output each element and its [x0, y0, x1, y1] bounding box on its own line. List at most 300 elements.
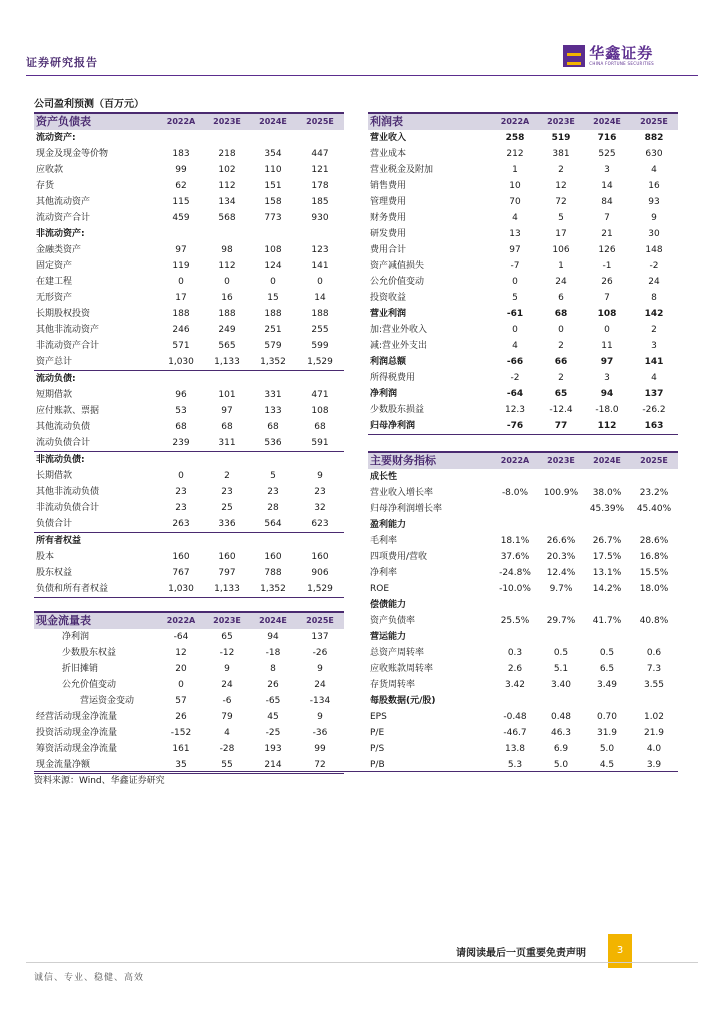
cell-value: 141 — [311, 261, 329, 271]
cell-value: 1,352 — [250, 581, 296, 598]
cell-value: 68 — [221, 422, 233, 432]
cell-value: 112 — [218, 181, 236, 191]
cell-value: 6 — [558, 293, 564, 303]
cell-value: 148 — [645, 245, 663, 255]
cell-value: 5.3 — [507, 760, 523, 770]
cell-value: 21.9 — [643, 728, 665, 738]
cell-value: 65 — [221, 632, 233, 642]
cell-value: -64 — [506, 389, 524, 399]
cell-value: 716 — [597, 133, 617, 143]
cell-value: 160 — [218, 552, 236, 562]
row-label: 利润总额 — [370, 357, 407, 367]
table-row — [34, 419, 344, 435]
table-row — [368, 725, 678, 741]
table-row — [34, 661, 344, 677]
table-row — [34, 210, 344, 226]
cell-value: 160 — [264, 552, 282, 562]
cell-value: 519 — [551, 133, 571, 143]
row-label: 股东权益 — [36, 568, 73, 578]
cell-value: 25.5% — [500, 616, 530, 626]
cell-value: 0.6 — [646, 648, 662, 658]
row-label: 其他非流动资产 — [36, 325, 100, 335]
cell-value: 6.9 — [553, 744, 569, 754]
cell-value: 31.9 — [596, 728, 618, 738]
cell-value: 12 — [175, 648, 187, 658]
cell-value: 26 — [175, 712, 187, 722]
cell-value: 571 — [172, 341, 190, 351]
row-label: ROE — [370, 584, 390, 594]
row-label: 经营活动现金净流量 — [36, 712, 118, 722]
cell-value: 882 — [644, 133, 664, 143]
cell-value: 599 — [311, 341, 329, 351]
cell-value: 4 — [651, 373, 657, 383]
table-row — [34, 322, 344, 338]
cell-value: 79 — [221, 712, 233, 722]
cell-value: -26 — [312, 648, 328, 658]
cell-value: 106 — [552, 245, 570, 255]
cell-value: 630 — [645, 149, 663, 159]
row-label: 净利润 — [370, 389, 398, 399]
cell-value — [296, 452, 344, 469]
cell-value: 536 — [250, 435, 296, 452]
cell-value: 30 — [648, 229, 660, 239]
cell-value — [492, 501, 538, 517]
cell-value: 178 — [311, 181, 329, 191]
cell-value: 123 — [311, 245, 329, 255]
cell-value: 37.6% — [500, 552, 530, 562]
cell-value: 0 — [604, 325, 610, 335]
table-row — [368, 565, 678, 581]
cell-value — [296, 371, 344, 388]
cell-value: -25 — [265, 728, 281, 738]
cell-value: 119 — [172, 261, 190, 271]
table-row — [368, 549, 678, 565]
cell-value — [204, 533, 250, 550]
row-label: 其他非流动负债 — [36, 487, 100, 497]
cell-value: -28 — [219, 744, 235, 754]
cell-value: 3.55 — [643, 680, 665, 690]
cell-value: 24 — [648, 277, 660, 287]
cell-value: 2 — [558, 341, 564, 351]
cell-value — [296, 533, 344, 550]
row-label: 流动负债: — [36, 374, 76, 384]
table-row — [368, 709, 678, 725]
cell-value: 5.0 — [553, 760, 569, 770]
cell-value: 158 — [264, 197, 282, 207]
row-label: 长期借款 — [36, 471, 73, 481]
row-label: 总资产周转率 — [370, 648, 425, 658]
row-label: 营业利润 — [370, 309, 407, 319]
row-label: 所得税费用 — [370, 373, 416, 383]
cell-value — [204, 371, 250, 388]
table-row — [34, 516, 344, 533]
table-title: 现金流量表 — [34, 612, 158, 629]
cell-value: 13.8 — [504, 744, 526, 754]
row-label: 短期借款 — [36, 390, 73, 400]
table-row — [34, 677, 344, 693]
year-header: 2024E — [250, 113, 296, 130]
cell-value: 3.40 — [550, 680, 572, 690]
cell-value: 255 — [311, 325, 329, 335]
cell-value: 97 — [175, 245, 187, 255]
cell-value: 25 — [221, 503, 233, 513]
cell-value: 212 — [506, 149, 524, 159]
cell-value: 15 — [267, 293, 279, 303]
row-label: 折旧摊销 — [62, 664, 99, 674]
cell-value: 112 — [584, 418, 630, 435]
table-row — [34, 306, 344, 322]
cell-value: 797 — [218, 568, 236, 578]
cell-value: 568 — [218, 213, 236, 223]
cell-value: 18.1% — [500, 536, 530, 546]
table-row — [34, 500, 344, 516]
cell-value — [492, 629, 538, 645]
cell-value — [584, 469, 630, 485]
row-label: 其他流动资产 — [36, 197, 91, 207]
cell-value: -8.0% — [501, 488, 529, 498]
row-label: 公允价值变动 — [370, 277, 425, 287]
cell-value: 331 — [264, 390, 282, 400]
cell-value — [630, 469, 678, 485]
table-row — [34, 709, 344, 725]
row-label: 应收账款周转率 — [370, 664, 434, 674]
cell-value: 68 — [314, 422, 326, 432]
cell-value: -134 — [309, 696, 331, 706]
cell-value: 1,529 — [296, 354, 344, 371]
row-label: P/E — [370, 728, 385, 738]
cell-value: 0 — [178, 680, 184, 690]
table-row — [368, 162, 678, 178]
cell-value: 16 — [648, 181, 660, 191]
cell-value: -66 — [506, 357, 524, 367]
table-row — [34, 533, 344, 550]
cell-value: 7.3 — [646, 664, 662, 674]
row-label: 现金流量净额 — [34, 757, 158, 774]
balance-sheet-table — [34, 112, 344, 598]
cell-value: 188 — [264, 309, 282, 319]
row-label: 其他流动负债 — [36, 422, 91, 432]
row-label: 非流动负债: — [36, 455, 85, 465]
cell-value: 9 — [317, 664, 323, 674]
year-header: 2025E — [630, 113, 678, 130]
table-row — [368, 210, 678, 226]
row-label: 非流动资产: — [36, 229, 85, 239]
cell-value: 9 — [317, 471, 323, 481]
row-label: 非流动资产合计 — [36, 341, 100, 351]
table-row — [34, 178, 344, 194]
cell-value: 8 — [270, 664, 276, 674]
cell-value: -36 — [312, 728, 328, 738]
cell-value: 23.2% — [639, 488, 669, 498]
table-row — [368, 130, 678, 146]
cell-value: 28 — [267, 503, 279, 513]
cell-value: -7 — [510, 261, 520, 271]
cell-value: 101 — [218, 390, 236, 400]
cell-value — [538, 597, 584, 613]
cell-value: -24.8% — [499, 568, 531, 578]
table-row — [368, 597, 678, 613]
cell-value — [630, 517, 678, 533]
cell-value: 38.0% — [592, 488, 622, 498]
section-title: 公司盈利预测（百万元） — [34, 99, 144, 110]
row-label: 归母净利润 — [368, 418, 492, 435]
cell-value: 68 — [175, 422, 187, 432]
cell-value: 115 — [172, 197, 190, 207]
cell-value: 2 — [558, 165, 564, 175]
cell-value: 97 — [509, 245, 521, 255]
cell-value: -65 — [265, 696, 281, 706]
cell-value: 93 — [648, 197, 660, 207]
table-row — [368, 613, 678, 629]
cell-value: 471 — [311, 390, 329, 400]
cell-value: 591 — [296, 435, 344, 452]
cell-value: 930 — [311, 213, 329, 223]
year-header: 2023E — [204, 113, 250, 130]
cell-value: -1 — [602, 261, 612, 271]
table-row — [34, 130, 344, 146]
row-label: 投资活动现金净流量 — [36, 728, 118, 738]
row-label: 营运资金变动 — [80, 696, 135, 706]
cell-value: -152 — [170, 728, 192, 738]
cell-value: 188 — [218, 309, 236, 319]
table-row — [368, 178, 678, 194]
cell-value: 20.3% — [546, 552, 576, 562]
cell-value: 1,352 — [250, 354, 296, 371]
cell-value: 9 — [317, 712, 323, 722]
cell-value: -0.48 — [503, 712, 527, 722]
cell-value: 0 — [558, 325, 564, 335]
cell-value: 45.40% — [636, 504, 672, 514]
cell-value: 13.1% — [592, 568, 622, 578]
year-header: 2024E — [584, 452, 630, 469]
cell-value: -18 — [265, 648, 281, 658]
cell-value: 0.48 — [550, 712, 572, 722]
table-row — [34, 290, 344, 306]
cell-value — [204, 130, 250, 146]
cell-value — [492, 517, 538, 533]
cell-value: 66 — [554, 357, 568, 367]
cell-value: 564 — [250, 516, 296, 533]
row-label: 资产总计 — [34, 354, 158, 371]
key-indicators-table — [368, 451, 678, 773]
cell-value: 381 — [552, 149, 570, 159]
cell-value: 193 — [264, 744, 282, 754]
row-label: 投资收益 — [370, 293, 407, 303]
table-row — [368, 322, 678, 338]
cell-value: 55 — [204, 757, 250, 774]
cell-value: 336 — [204, 516, 250, 533]
cell-value: 142 — [644, 309, 664, 319]
cell-value — [204, 452, 250, 469]
row-label: 流动负债合计 — [34, 435, 158, 452]
cash-flow-table — [34, 611, 344, 774]
row-label: 流动资产合计 — [36, 213, 91, 223]
row-label: P/B — [370, 760, 385, 770]
cell-value: 16 — [221, 293, 233, 303]
cell-value: 0.5 — [553, 648, 569, 658]
table-title: 资产负债表 — [34, 113, 158, 130]
cell-value: 1 — [512, 165, 518, 175]
cell-value: 249 — [218, 325, 236, 335]
cell-value: 18.0% — [639, 584, 669, 594]
table-row — [368, 274, 678, 290]
cell-value: 0 — [512, 277, 518, 287]
table-row — [368, 194, 678, 210]
cell-value: -64 — [173, 632, 189, 642]
cell-value — [250, 371, 296, 388]
cell-value: 4 — [651, 165, 657, 175]
cell-value: 4.0 — [646, 744, 662, 754]
cell-value: 94 — [267, 632, 279, 642]
cell-value: 0 — [178, 471, 184, 481]
cell-value: 23 — [267, 487, 279, 497]
year-header: 2025E — [296, 113, 344, 130]
row-label: 负债合计 — [34, 516, 158, 533]
cell-value: 9 — [651, 213, 657, 223]
cell-value: 525 — [598, 149, 616, 159]
table-row — [368, 501, 678, 517]
cell-value: 40.8% — [639, 616, 669, 626]
table-row — [34, 354, 344, 371]
cell-value: 97 — [221, 406, 233, 416]
cell-value: 14 — [314, 293, 326, 303]
cell-value: 1,133 — [204, 354, 250, 371]
cell-value: 24 — [555, 277, 567, 287]
cell-value: 151 — [264, 181, 282, 191]
cell-value — [296, 130, 344, 146]
table-row — [368, 629, 678, 645]
year-header: 2023E — [538, 452, 584, 469]
footer-tagline: 诚信、专业、稳健、高效 — [34, 973, 145, 983]
table-row — [34, 387, 344, 403]
report-type-label: 证券研究报告 — [26, 56, 98, 69]
row-label: 非流动负债合计 — [36, 503, 100, 513]
row-label: 偿债能力 — [370, 600, 407, 610]
cell-value: 84 — [601, 197, 613, 207]
cell-value — [538, 517, 584, 533]
cell-value — [630, 597, 678, 613]
table-row — [34, 194, 344, 210]
cell-value: 3 — [604, 165, 610, 175]
table-row — [34, 258, 344, 274]
row-label: P/S — [370, 744, 385, 754]
cell-value — [250, 533, 296, 550]
cell-value — [492, 469, 538, 485]
cell-value — [538, 693, 584, 709]
page-number: 3 — [608, 934, 632, 968]
table-row — [368, 741, 678, 757]
cell-value: 45.39% — [589, 504, 625, 514]
cell-value: 100.9% — [543, 488, 579, 498]
row-label: 加:营业外收入 — [370, 325, 428, 335]
cell-value — [250, 130, 296, 146]
cell-value — [630, 693, 678, 709]
row-label: 盈利能力 — [370, 520, 407, 530]
table-row — [368, 226, 678, 242]
cell-value: 0 — [512, 325, 518, 335]
cell-value: 23 — [175, 503, 187, 513]
cell-value: 72 — [555, 197, 567, 207]
table-row — [368, 418, 678, 435]
cell-value: 13 — [509, 229, 521, 239]
table-row — [34, 403, 344, 419]
cell-value: 3.49 — [596, 680, 618, 690]
table-row — [368, 581, 678, 597]
cell-value: 161 — [172, 744, 190, 754]
year-header: 2022A — [492, 113, 538, 130]
row-label: 资产负债率 — [370, 616, 416, 626]
cell-value: -10.0% — [499, 584, 531, 594]
table-header-row — [368, 113, 678, 130]
cell-value: 26 — [601, 277, 613, 287]
row-label: 股本 — [36, 552, 55, 562]
table-row — [368, 242, 678, 258]
table-row — [34, 226, 344, 242]
cell-value: 102 — [218, 165, 236, 175]
data-source-note: 资料来源：Wind、华鑫证券研究 — [34, 776, 165, 786]
cell-value: 98 — [221, 245, 233, 255]
cell-value: 3 — [651, 341, 657, 351]
cell-value: 121 — [311, 165, 329, 175]
cell-value: 311 — [204, 435, 250, 452]
cell-value: 1 — [558, 261, 564, 271]
cell-value: 2.6 — [507, 664, 523, 674]
cell-value: 3.42 — [504, 680, 526, 690]
cell-value: 6.5 — [599, 664, 615, 674]
cell-value: 24 — [314, 680, 326, 690]
table-row — [368, 290, 678, 306]
table-row — [368, 661, 678, 677]
row-label: 应收款 — [36, 165, 64, 175]
source-divider — [34, 771, 678, 772]
cell-value: 1,030 — [158, 354, 204, 371]
cell-value: 137 — [311, 632, 329, 642]
row-label: 筹资活动现金净流量 — [36, 744, 118, 754]
table-row — [34, 146, 344, 162]
table-row — [34, 741, 344, 757]
cell-value: 15.5% — [639, 568, 669, 578]
table-header-row — [34, 113, 344, 130]
row-label: 应付账款、票据 — [36, 406, 100, 416]
cell-value — [630, 629, 678, 645]
cell-value: -2 — [510, 373, 520, 383]
row-label: 现金及现金等价物 — [36, 149, 109, 159]
cell-value: 41.7% — [592, 616, 622, 626]
cell-value: 160 — [311, 552, 329, 562]
row-label: 存货周转率 — [370, 680, 416, 690]
cell-value: 1,030 — [158, 581, 204, 598]
cell-value: 0.3 — [507, 648, 523, 658]
cell-value: 246 — [172, 325, 190, 335]
logo-name-en: CHINA FORTUNE SECURITIES — [589, 60, 654, 66]
cell-value: 124 — [264, 261, 282, 271]
cell-value: 26 — [267, 680, 279, 690]
cell-value: 185 — [311, 197, 329, 207]
year-header: 2024E — [584, 113, 630, 130]
table-title: 利润表 — [368, 113, 492, 130]
row-label: 管理费用 — [370, 197, 407, 207]
cell-value: 28.6% — [639, 536, 669, 546]
cell-value — [204, 226, 250, 242]
page-header — [26, 40, 698, 76]
table-row — [368, 146, 678, 162]
cell-value: -12.4 — [549, 405, 573, 415]
cell-value: 35 — [158, 757, 204, 774]
cell-value: 773 — [264, 213, 282, 223]
cell-value: 11 — [601, 341, 613, 351]
cell-value: 133 — [264, 406, 282, 416]
cell-value: 45 — [267, 712, 279, 722]
